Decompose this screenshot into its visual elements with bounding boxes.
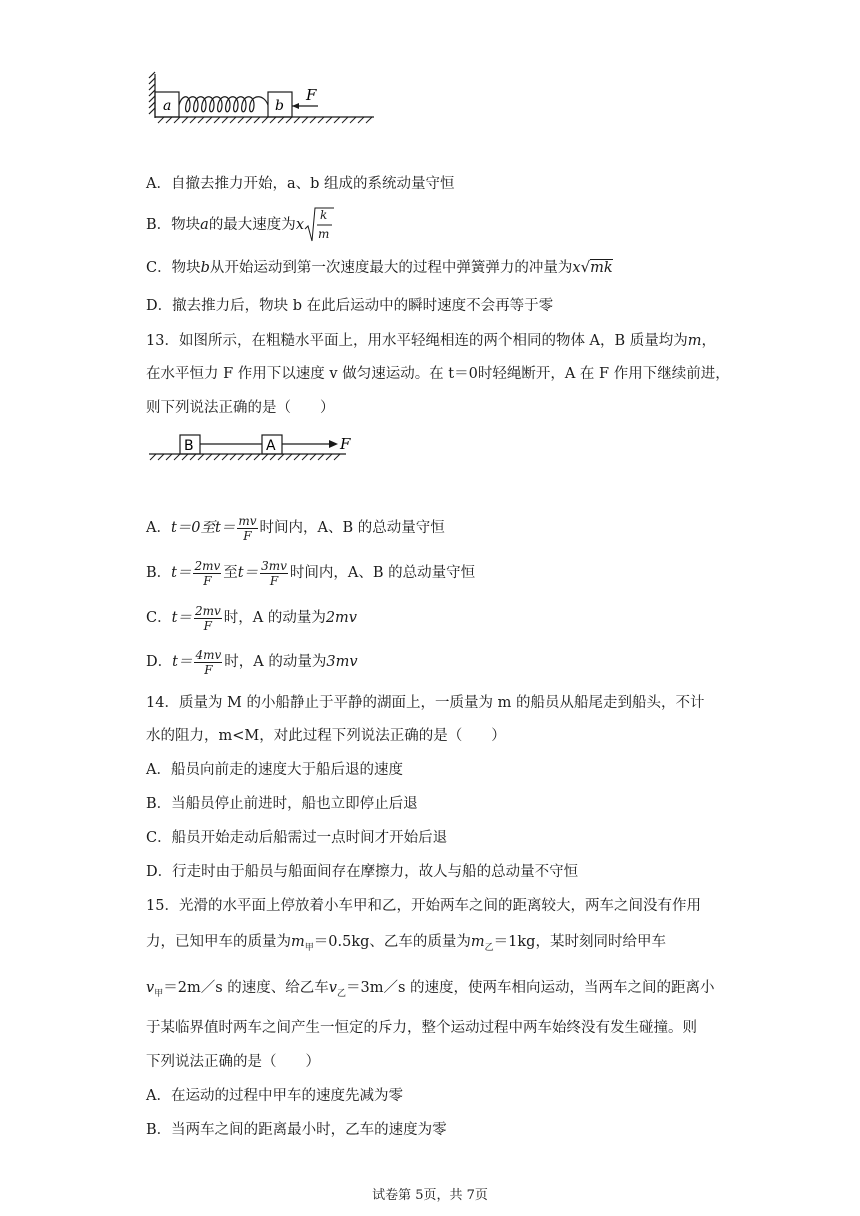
label-b: b — [275, 98, 284, 114]
q15-stem-line5: 下列说法正确的是（ ） — [146, 1054, 320, 1070]
q15-stem-line1: 15．光滑的水平面上停放着小车甲和乙，开始两车之间的距离较大，两车之间没有作用 — [146, 898, 701, 914]
q15-stem-line3: $v_甲=2m/s$ 的速度、给乙车$v_乙=3m/s$ 的速度，使两车相向运动，当两车之间的距离小 — [146, 980, 715, 999]
q15-stem-line2: 力，已知甲车的质量为$m_甲=0.5kg$、乙车的质量为$m_乙=1kg$，某时刻同时给甲车 — [146, 934, 666, 953]
q13-option-a: A．t＝0至t＝ $\frac{mv}{F}$ 时间内，A、B 的总动量守恒 — [146, 513, 445, 543]
q13-option-c: C．t＝ $\frac{2mv}{F}$ 时，A 的动量为2mv — [146, 603, 357, 633]
label-B: B — [184, 438, 194, 454]
page-footer: 试卷第 5页，共 7页 — [372, 1188, 488, 1203]
sqrt-k-over-m: k m — [304, 207, 334, 243]
q12-option-b: B．物块a的最大速度为x k m — [146, 207, 334, 243]
spring — [179, 97, 268, 112]
q14-option-a: A．船员向前走的速度大于船后退的速度 — [146, 762, 403, 778]
rope-blocks-figure — [146, 430, 361, 466]
fraction: $\frac{2mv}{F}$ — [194, 603, 221, 633]
q13-option-b: B．t＝ $\frac{2mv}{F}$ 至t＝ $\frac{3mv}{F}$ 时间内，A、B 的总动量守恒 — [146, 558, 476, 588]
q12-option-c: C．物块b从开始运动到第一次速度最大的过程中弹簧弹力的冲量为x√mk — [146, 258, 613, 276]
q14-stem-line1: 14．质量为 M 的小船静止于平静的湖面上，一质量为 m 的船员从船尾走到船头，不计 — [146, 695, 705, 711]
q13-stem-line3: 则下列说法正确的是（ ） — [146, 400, 335, 416]
q15-stem-line4: 于某临界值时两车之间产生一恒定的斥力，整个运动过程中两车始终没有发生碰撞。则 — [146, 1020, 697, 1036]
fraction: $\frac{2mv}{F}$ — [194, 558, 221, 588]
q15-option-a: A．在运动的过程中甲车的速度先减为零 — [146, 1088, 403, 1104]
q14-option-c: C．船员开始走动后船需过一点时间才开始后退 — [146, 830, 448, 846]
q15-option-b: B．当两车之间的距离最小时，乙车的速度为零 — [146, 1122, 447, 1138]
fraction: $\frac{4mv}{F}$ — [195, 647, 222, 677]
q14-option-b: B．当船员停止前进时，船也立即停止后退 — [146, 796, 418, 812]
label-f: F — [306, 86, 317, 104]
q14-stem-line2: 水的阻力，m<M，对此过程下列说法正确的是（ ） — [146, 728, 506, 744]
spring-blocks-figure — [146, 70, 381, 132]
q13-stem-line2: 在水平恒力 F 作用下以速度 v 做匀速运动。在 t＝0时轻绳断开，A 在 F 作用下继续前进， — [146, 366, 730, 382]
fraction: $\frac{3mv}{F}$ — [261, 558, 287, 588]
q12-option-d: D．撤去推力后，物块 b 在此后运动中的瞬时速度不会再等于零 — [146, 298, 554, 314]
q12-option-a: A．自撤去推力开始，a、b 组成的系统动量守恒 — [146, 176, 455, 192]
label-A: A — [266, 438, 276, 454]
label-a: a — [163, 98, 172, 114]
fraction: $\frac{mv}{F}$ — [238, 513, 257, 543]
q13-stem-line1: 13．如图所示，在粗糙水平面上，用水平轻绳相连的两个相同的物体 A，B 质量均为m， — [146, 333, 717, 349]
label-F: F — [340, 435, 351, 453]
q13-option-d: D．t＝ $\frac{4mv}{F}$ 时，A 的动量为3mv — [146, 647, 358, 677]
q14-option-d: D．行走时由于船员与船面间存在摩擦力，故人与船的总动量不守恒 — [146, 864, 579, 880]
